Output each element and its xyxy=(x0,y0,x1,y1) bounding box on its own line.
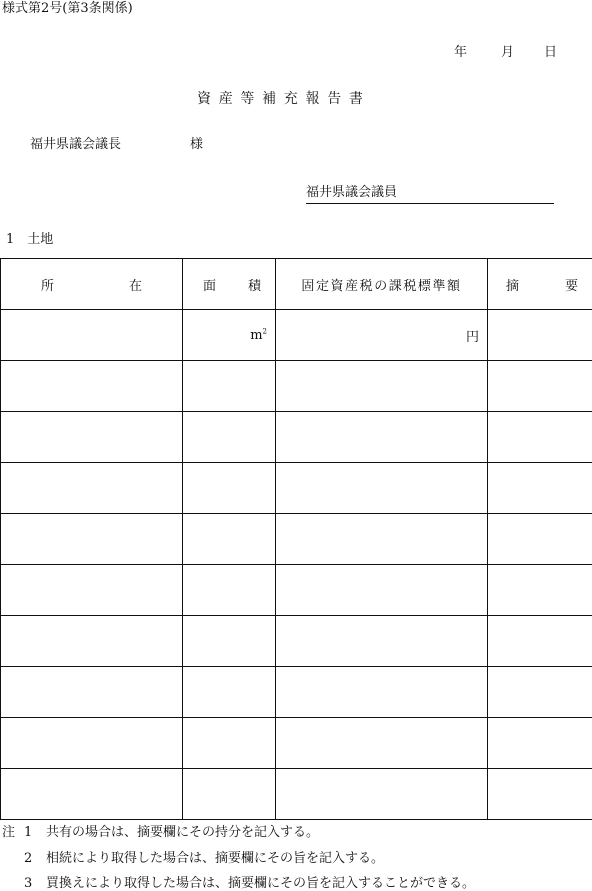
date-day-label: 日 xyxy=(544,46,557,59)
remarks-cell[interactable] xyxy=(488,565,592,616)
location-cell[interactable] xyxy=(1,310,183,361)
tax-value-cell[interactable] xyxy=(276,718,488,769)
reporter-title: 福井県議会議員 xyxy=(306,185,397,200)
remarks-cell[interactable] xyxy=(488,616,592,667)
table-header-row xyxy=(1,259,592,310)
area-unit: $m^2$ xyxy=(250,328,267,343)
note-item-3 xyxy=(2,877,475,890)
honorific: 様 xyxy=(190,138,203,151)
document-title: 資産等補充報告書 xyxy=(197,92,371,106)
area-cell[interactable] xyxy=(183,616,276,667)
section-title: 1 土地 xyxy=(6,233,53,246)
area-cell[interactable] xyxy=(183,514,276,565)
table-row xyxy=(1,769,592,820)
yen-unit: 円 xyxy=(466,330,479,345)
tax-value-cell[interactable] xyxy=(276,667,488,718)
note-text: 買換えにより取得した場合は、摘要欄にその旨を記入することができる。 xyxy=(46,876,475,891)
note-number: 2 xyxy=(24,852,46,865)
remarks-cell[interactable] xyxy=(488,769,592,820)
location-cell[interactable] xyxy=(1,718,183,769)
addressee: 福井県議会議長 xyxy=(30,138,121,151)
tax-value-cell[interactable] xyxy=(276,310,488,361)
location-cell[interactable] xyxy=(1,769,183,820)
table-row xyxy=(1,412,592,463)
table-row xyxy=(1,667,592,718)
tax-value-cell[interactable] xyxy=(276,412,488,463)
remarks-cell[interactable] xyxy=(488,718,592,769)
location-cell[interactable] xyxy=(1,412,183,463)
land-table xyxy=(0,258,592,820)
note-text: 相続により取得した場合は、摘要欄にその旨を記入する。 xyxy=(46,851,384,866)
column-header-location-part2: 在 xyxy=(129,275,142,294)
area-cell[interactable] xyxy=(183,667,276,718)
area-cell[interactable] xyxy=(183,310,276,361)
remarks-cell[interactable] xyxy=(488,667,592,718)
table-row xyxy=(1,310,592,361)
location-cell[interactable] xyxy=(1,361,183,412)
notes-label: 注 xyxy=(2,826,24,839)
column-header-location xyxy=(1,259,183,310)
date-line xyxy=(454,46,557,59)
tax-value-cell[interactable] xyxy=(276,565,488,616)
note-item-2 xyxy=(2,852,384,865)
area-cell[interactable] xyxy=(183,718,276,769)
column-header-remarks-part1: 摘 xyxy=(506,275,519,294)
note-number: 1 xyxy=(24,826,46,839)
location-cell[interactable] xyxy=(1,565,183,616)
tax-value-cell[interactable] xyxy=(276,616,488,667)
table-row xyxy=(1,616,592,667)
form-number: 様式第2号(第3条関係) xyxy=(2,2,133,15)
location-cell[interactable] xyxy=(1,463,183,514)
area-cell[interactable] xyxy=(183,361,276,412)
column-header-remarks xyxy=(488,259,592,310)
remarks-cell[interactable] xyxy=(488,463,592,514)
area-cell[interactable] xyxy=(183,412,276,463)
column-header-location-part1: 所 xyxy=(41,275,54,294)
remarks-cell[interactable] xyxy=(488,412,592,463)
column-header-area-part1: 面 xyxy=(203,275,216,294)
column-header-tax-value xyxy=(276,259,488,310)
date-month-label: 月 xyxy=(501,46,514,59)
area-cell[interactable] xyxy=(183,769,276,820)
column-header-tax-value-label: 固定資産税の課税標準額 xyxy=(276,275,487,294)
area-cell[interactable] xyxy=(183,565,276,616)
tax-value-cell[interactable] xyxy=(276,769,488,820)
area-cell[interactable] xyxy=(183,463,276,514)
location-cell[interactable] xyxy=(1,616,183,667)
table-row xyxy=(1,514,592,565)
column-header-area-part2: 積 xyxy=(248,275,261,294)
table-row xyxy=(1,718,592,769)
table-row xyxy=(1,361,592,412)
date-year-label: 年 xyxy=(454,46,467,59)
table-row xyxy=(1,565,592,616)
tax-value-cell[interactable] xyxy=(276,514,488,565)
column-header-area xyxy=(183,259,276,310)
tax-value-cell[interactable] xyxy=(276,361,488,412)
column-header-remarks-part2: 要 xyxy=(565,275,578,294)
remarks-cell[interactable] xyxy=(488,361,592,412)
note-number: 3 xyxy=(24,877,46,890)
table-row xyxy=(1,463,592,514)
note-text: 共有の場合は、摘要欄にその持分を記入する。 xyxy=(46,825,319,840)
location-cell[interactable] xyxy=(1,514,183,565)
remarks-cell[interactable] xyxy=(488,514,592,565)
note-item-1 xyxy=(2,826,319,839)
reporter-signature-line xyxy=(306,186,554,204)
tax-value-cell[interactable] xyxy=(276,463,488,514)
location-cell[interactable] xyxy=(1,667,183,718)
remarks-cell[interactable] xyxy=(488,310,592,361)
